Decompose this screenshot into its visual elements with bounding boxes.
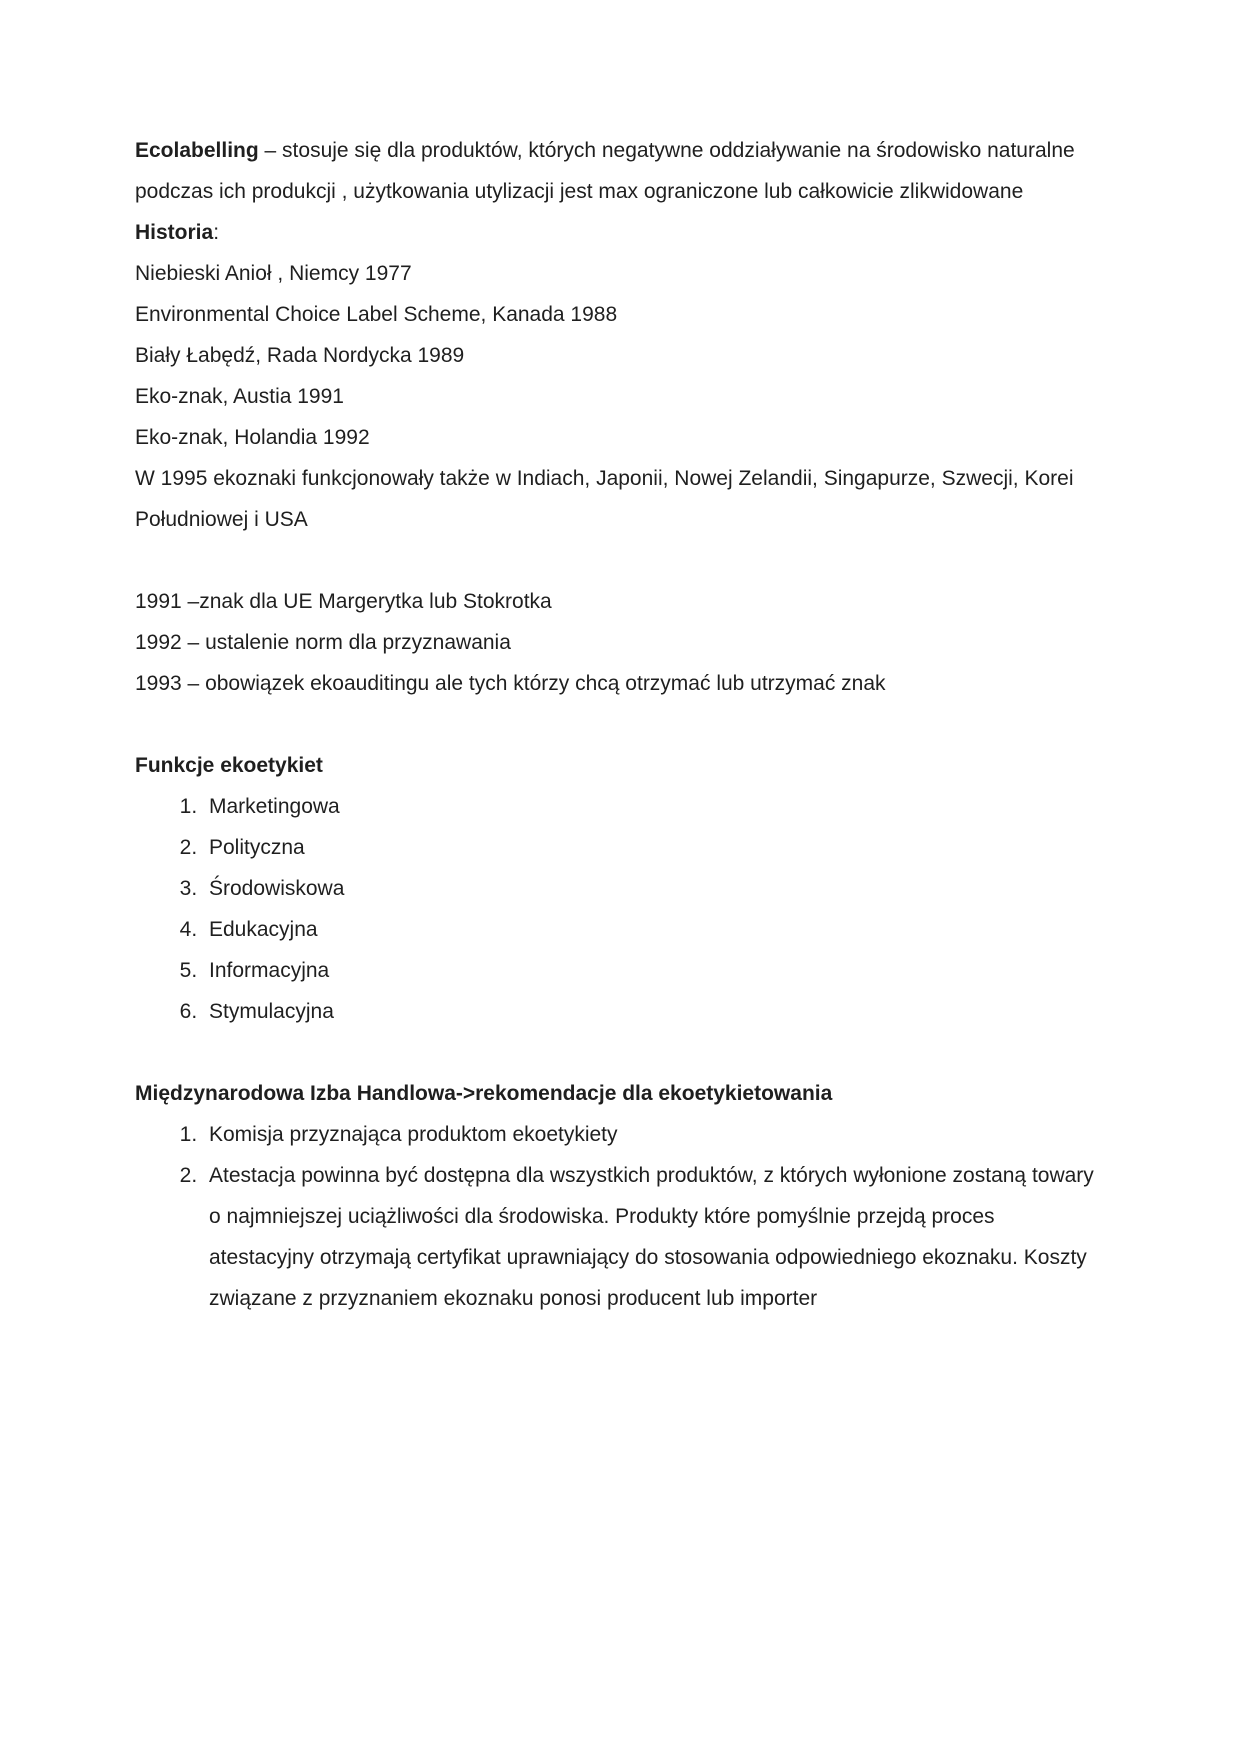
funkcje-list-item: 3. Środowiskowa xyxy=(203,868,1100,909)
timeline-item: 1993 – obowiązek ekoauditingu ale tych którzy chcą otrzymać lub utrzymać znak xyxy=(135,672,886,695)
historia-heading-colon: : xyxy=(213,221,220,244)
izba-list xyxy=(135,1114,1100,1319)
blank-line xyxy=(135,1032,1100,1073)
funkcje-heading-text: Funkcje ekoetykiet xyxy=(135,754,323,777)
izba-heading-text: Międzynarodowa Izba Handlowa->rekomendacje dla ekoetykietowania xyxy=(135,1082,833,1105)
historia-item: Niebieski Anioł , Niemcy 1977 xyxy=(135,262,412,285)
historia-item: Eko-znak, Holandia 1992 xyxy=(135,426,370,449)
intro-text: – stosuje się dla produktów, których negatywne oddziaływanie na środowisko naturalne podczas ich produkcji , użytkowania utylizacji jest max ograniczone lub całkowicie zlikwidowane xyxy=(135,139,1075,203)
historia-item: Eko-znak, Austia 1991 xyxy=(135,385,344,408)
blank-line xyxy=(135,704,1100,745)
historia-heading-text: Historia xyxy=(135,221,214,244)
funkcje-list-item: 5. Informacyjna xyxy=(203,950,1100,991)
timeline-item: 1992 – ustalenie norm dla przyznawania xyxy=(135,631,511,654)
izba-heading xyxy=(135,1073,1100,1114)
izba-list-item: 1. Komisja przyznająca produktom ekoetykiety xyxy=(203,1114,1100,1155)
funkcje-heading xyxy=(135,745,1100,786)
timeline-item: 1991 –znak dla UE Margerytka lub Stokrotka xyxy=(135,590,552,613)
funkcje-list xyxy=(135,786,1100,1032)
historia-item: W 1995 ekoznaki funkcjonowały także w Indiach, Japonii, Nowej Zelandii, Singapurze, Szwecji, Korei Południowej i USA xyxy=(135,467,1074,531)
blank-line xyxy=(135,540,1100,581)
funkcje-list-item: 2. Polityczna xyxy=(203,827,1100,868)
funkcje-list-item: 4. Edukacyjna xyxy=(203,909,1100,950)
historia-item: Environmental Choice Label Scheme, Kanada 1988 xyxy=(135,303,618,326)
historia-item: Biały Łabędź, Rada Nordycka 1989 xyxy=(135,344,465,367)
intro-paragraph xyxy=(135,130,1100,212)
historia-heading xyxy=(135,212,1100,253)
funkcje-list-item: 1. Marketingowa xyxy=(203,786,1100,827)
izba-list-item: 2. Atestacja powinna być dostępna dla wszystkich produktów, z których wyłonione zostaną towary o najmniejszej uciążliwości dla środowiska. Produkty które pomyślnie przejdą proces atestacyjny otrzymają certyfikat uprawniający do stosowania odpowiedniego ekoznaku. Koszty związane z przyznaniem ekoznaku ponosi producent lub importer xyxy=(203,1155,1100,1319)
funkcje-list-item: 6. Stymulacyjna xyxy=(203,991,1100,1032)
intro-term: Ecolabelling xyxy=(135,139,259,162)
